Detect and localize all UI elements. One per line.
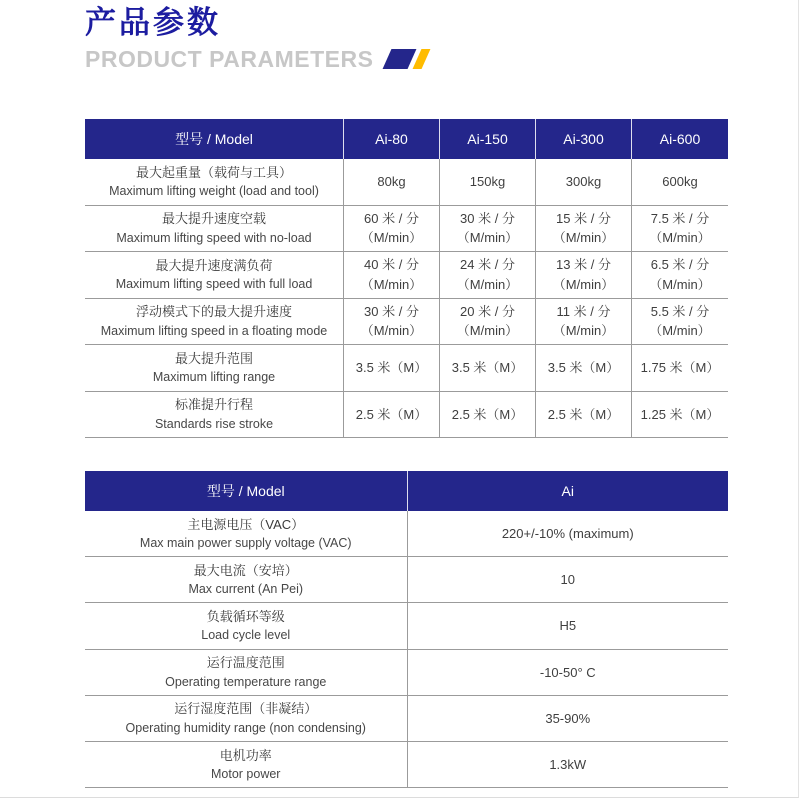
row-label-chinese: 标准提升行程 [174,397,253,413]
value-line: 220+/-10% (maximum) [501,525,634,541]
value-line: 24 米 / 分 [460,257,515,273]
table-row [85,299,728,346]
value-line: 300kg [565,174,602,190]
row-label-cell [85,557,407,602]
value-line: 60 米 / 分 [364,210,419,226]
value-line: 3.5 米（M） [547,360,620,376]
row-label-cell [85,511,407,556]
electrical-spec-table-header-row [85,471,728,511]
row-label-english: Load cycle level [201,628,291,643]
model-spec-table-header-row [85,119,728,159]
value-line: H5 [559,618,577,634]
row-label-chinese: 最大起重量（载荷与工具） [135,164,292,180]
value-line: （M/min） [649,323,711,339]
value-cell [343,299,439,345]
value-line: 30 米 / 分 [364,303,419,319]
row-label-english: Operating temperature range [165,674,327,689]
value-line: 11 米 / 分 [556,303,611,319]
header-cell: Ai-80 [343,119,439,159]
value-line: （M/min） [649,276,711,292]
slash-blue-icon [383,49,417,69]
value-cell [535,392,631,438]
slash-yellow-icon [413,49,431,69]
value-cell [343,206,439,252]
value-cell [631,252,728,298]
row-label-chinese: 负载循环等级 [206,608,285,624]
value-line: （M/min） [649,230,711,246]
row-label-chinese: 电机功率 [219,747,272,763]
value-line: 2.5 米（M） [547,406,620,422]
page-subtitle-row [85,46,728,72]
table-row [85,392,728,439]
row-label-chinese: 最大电流（安培） [193,562,298,578]
row-label-english: Maximum lifting speed with full load [115,277,313,292]
value-line: 1.3kW [549,756,587,772]
value-line: 7.5 米 / 分 [650,210,710,226]
value-line: 2.5 米（M） [451,406,524,422]
row-label-chinese: 主电源电压（VAC） [187,516,305,532]
value-line: （M/min） [552,230,615,246]
value-cell [407,650,729,695]
value-cell [407,511,729,556]
row-label-english: Max current (An Pei) [188,582,304,597]
electrical-spec-table [85,471,728,788]
value-line: 2.5 米（M） [355,406,428,422]
value-line: （M/min） [360,276,423,292]
row-label-cell [85,159,343,205]
value-cell [535,206,631,252]
value-line: （M/min） [456,276,519,292]
row-label-chinese: 最大提升速度空载 [161,211,266,227]
header-cell: Ai-600 [631,119,728,159]
table-row [85,557,728,603]
value-cell [535,345,631,391]
value-line: 13 米 / 分 [556,257,611,273]
double-slash-icon [387,49,426,69]
table-row [85,159,728,206]
header-cell: Ai-300 [535,119,631,159]
value-cell [407,696,729,741]
row-label-english: Maximum lifting speed in a floating mode [100,323,328,338]
value-cell [439,159,535,205]
row-label-english: Maximum lifting weight (load and tool) [109,184,319,199]
row-label-english: Maximum lifting speed with no-load [116,230,312,245]
row-label-chinese: 最大提升范围 [174,350,253,366]
value-line: 15 米 / 分 [556,210,611,226]
value-cell [439,206,535,252]
table-row [85,696,728,742]
value-cell [535,299,631,345]
value-line: -10-50° C [539,664,596,680]
value-line: 30 米 / 分 [460,210,515,226]
row-label-english: Max main power supply voltage (VAC) [139,536,352,551]
value-cell [343,252,439,298]
row-label-cell [85,299,343,345]
value-cell [407,742,729,787]
value-cell [343,159,439,205]
value-line: （M/min） [552,323,615,339]
row-label-cell [85,603,407,648]
table-row [85,345,728,392]
electrical-spec-table-body [85,511,728,788]
row-label-chinese: 浮动模式下的最大提升速度 [135,304,292,320]
row-label-english: Operating humidity range (non condensing) [125,720,366,735]
value-cell [407,603,729,648]
value-cell [439,299,535,345]
page-title-chinese: 产品参数 [85,5,221,40]
value-line: 6.5 米 / 分 [650,257,710,273]
value-line: 80kg [377,174,406,190]
page-title-english: PRODUCT PARAMETERS [85,45,374,72]
value-cell [343,392,439,438]
table-row [85,742,728,788]
content-area [85,6,728,788]
value-cell [631,392,728,438]
row-label-chinese: 运行温度范围 [206,655,285,671]
row-label-cell [85,392,343,438]
value-cell [439,252,535,298]
row-label-cell [85,742,407,787]
row-label-cell [85,345,343,391]
value-line: 40 米 / 分 [364,257,419,273]
row-label-chinese: 运行湿度范围（非凝结） [174,701,318,717]
row-label-cell [85,650,407,695]
table-row [85,650,728,696]
row-label-cell [85,696,407,741]
value-cell [631,345,728,391]
value-cell [439,345,535,391]
row-label-english: Motor power [211,767,281,781]
row-label-english: Maximum lifting range [152,370,276,385]
header-cell: Ai-150 [439,119,535,159]
table-row [85,252,728,299]
row-label-chinese: 最大提升速度满负荷 [155,257,273,273]
row-label-cell [85,252,343,298]
value-line: 600kg [662,174,698,190]
value-line: 10 [560,572,575,588]
value-cell [439,392,535,438]
model-spec-table [85,119,728,438]
header-cell: 型号 / Model [206,483,285,500]
value-cell [535,252,631,298]
value-line: 3.5 米（M） [355,360,428,376]
value-line: （M/min） [360,230,423,246]
table-row [85,603,728,649]
model-spec-table-body [85,159,728,438]
row-label-cell [85,206,343,252]
value-line: （M/min） [456,323,519,339]
value-cell [407,557,729,602]
value-cell [631,206,728,252]
value-line: （M/min） [360,323,423,339]
value-line: （M/min） [552,276,615,292]
value-line: 20 米 / 分 [460,303,515,319]
value-line: 1.75 米（M） [640,360,720,376]
table-row [85,206,728,253]
header-cell: Ai [407,471,729,511]
value-line: 5.5 米 / 分 [650,303,710,319]
header-cell: 型号 / Model [175,131,253,148]
value-line: 150kg [469,174,506,190]
value-line: （M/min） [456,230,519,246]
value-line: 3.5 米（M） [451,360,524,376]
value-cell [631,299,728,345]
value-line: 35-90% [545,710,591,726]
table-row [85,511,728,557]
value-line: 1.25 米（M） [640,406,720,422]
row-label-english: Standards rise stroke [154,416,274,431]
value-cell [535,159,631,205]
value-cell [631,159,728,205]
value-cell [343,345,439,391]
